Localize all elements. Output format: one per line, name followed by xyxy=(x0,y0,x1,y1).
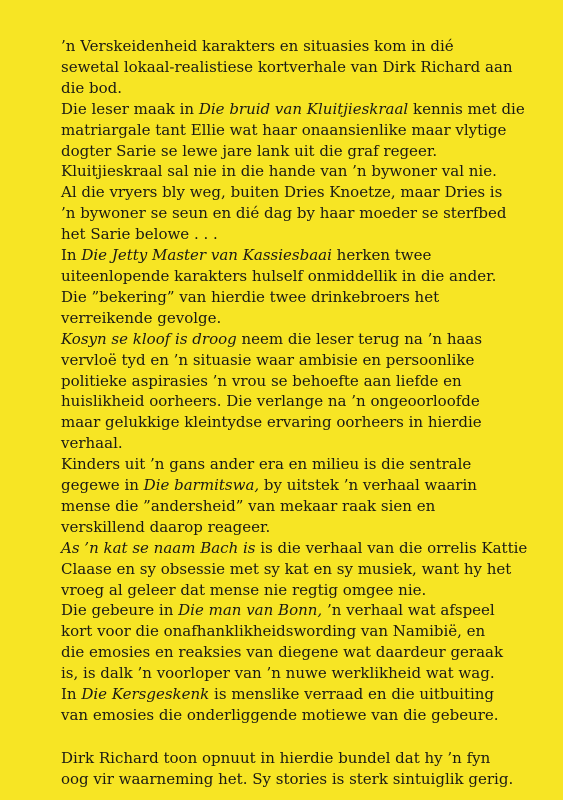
text-line xyxy=(61,36,531,57)
text-line xyxy=(61,391,531,412)
text-run: vervloë tyd en ’n situasie waar ambisie en persoonlike xyxy=(61,350,475,369)
blurb-paragraph xyxy=(61,454,531,538)
text-run: is die verhaal van die orrelis Kattie xyxy=(255,538,528,557)
story-title: Kosyn se kloof is droog xyxy=(61,329,237,348)
blurb-paragraph xyxy=(61,748,531,790)
text-line xyxy=(61,287,531,308)
blurb-paragraph xyxy=(61,538,531,601)
blurb-paragraph xyxy=(61,600,531,684)
text-line xyxy=(61,412,531,433)
text-line xyxy=(61,475,531,496)
text-run: Die gebeure in xyxy=(61,601,179,620)
text-line xyxy=(61,99,531,120)
text-run: van emosies die onderliggende motiewe van die gebeure. xyxy=(61,706,499,724)
text-run: ’n bywoner se seun en dié dag by haar moeder se sterfbed xyxy=(61,204,507,223)
story-title: Die barmitswa, xyxy=(143,476,260,495)
text-run: neem die leser terug na ’n haas xyxy=(236,329,483,348)
text-run: kort voor die onafhanklikheidswording van Namibië, en xyxy=(61,622,486,641)
text-run: Kluitjieskraal sal nie in die hande van ’n bywoner val nie. xyxy=(61,162,497,181)
text-run: huislikheid oorheers. Die verlange na ’n ongeoorloofde xyxy=(61,392,480,411)
text-run: Die leser maak in xyxy=(61,99,199,118)
text-line xyxy=(61,203,531,224)
text-line xyxy=(61,224,531,245)
text-line xyxy=(61,517,531,538)
text-run: het Sarie belowe . . . xyxy=(61,225,218,244)
blurb-paragraph xyxy=(61,99,531,245)
text-line xyxy=(61,663,531,684)
text-run: politieke aspirasies ’n vrou se behoefte aan liefde en xyxy=(61,371,462,390)
blurb-paragraph xyxy=(61,684,531,726)
text-run: In xyxy=(61,685,82,704)
text-run: oog vir waarneming het. Sy stories is sterk sintuiglik gerig. xyxy=(61,769,514,788)
text-run: die bod. xyxy=(61,78,123,97)
text-run: uiteenlopende karakters hulself onmiddellik in die ander. xyxy=(61,266,497,285)
text-line xyxy=(61,705,531,726)
text-line xyxy=(61,371,531,392)
text-line xyxy=(61,78,531,99)
text-run: die emosies en reaksies van diegene wat daardeur geraak xyxy=(61,643,504,662)
text-line xyxy=(61,642,531,663)
text-line xyxy=(61,245,531,266)
text-line xyxy=(61,329,531,350)
blurb-text xyxy=(61,36,531,790)
blurb-paragraph xyxy=(61,245,531,329)
text-run: dogter Sarie se lewe jare lank uit die graf regeer. xyxy=(61,141,438,160)
blurb-paragraph xyxy=(61,329,531,454)
text-line xyxy=(61,266,531,287)
text-line xyxy=(61,621,531,642)
text-run: matriargale tant Ellie wat haar onaansienlike maar vlytige xyxy=(61,120,507,139)
text-line xyxy=(61,538,531,559)
text-run: maar gelukkige kleintydse ervaring oorheers in hierdie xyxy=(61,413,482,432)
text-run: Kinders uit ’n gans ander era en milieu is die sentrale xyxy=(61,455,472,474)
text-line xyxy=(61,748,531,769)
text-line xyxy=(61,350,531,371)
text-line xyxy=(61,433,531,454)
text-line xyxy=(61,308,531,329)
text-run: ’n verhaal wat afspeel xyxy=(322,601,495,620)
text-run: is, is dalk ’n voorloper van ’n nuwe werklikheid wat wag. xyxy=(61,664,495,683)
text-line xyxy=(61,161,531,182)
text-line xyxy=(61,769,531,790)
text-run: Al die vryers bly weg, buiten Dries Knoetze, maar Dries is xyxy=(61,183,503,202)
text-run: verreikende gevolge. xyxy=(61,308,222,327)
story-title: Die bruid van Kluitjieskraal xyxy=(198,99,409,118)
text-run: herken twee xyxy=(331,246,432,265)
text-line xyxy=(61,559,531,580)
text-run: vroeg al geleer dat mense nie regtig omgee nie. xyxy=(61,580,427,599)
text-run: is menslike verraad en die uitbuiting xyxy=(209,685,495,704)
story-title: Die Kersgeskenk xyxy=(81,685,210,704)
story-title: As ’n kat se naam Bach is xyxy=(61,538,256,557)
text-run: verhaal. xyxy=(61,434,123,453)
text-line xyxy=(61,57,531,78)
text-run: Claase en sy obsessie met sy kat en sy musiek, want hy het xyxy=(61,559,512,578)
text-run: In xyxy=(61,246,82,265)
text-run: ’n Verskeidenheid karakters en situasies kom in dié xyxy=(61,37,454,55)
text-line xyxy=(61,120,531,141)
text-line xyxy=(61,496,531,517)
blurb-paragraph xyxy=(61,36,531,99)
text-line xyxy=(61,684,531,705)
text-run: kennis met die xyxy=(408,99,525,118)
text-run: Die ”bekering” van hierdie twee drinkebroers het xyxy=(61,287,440,306)
paragraph-gap xyxy=(61,726,531,748)
text-line xyxy=(61,600,531,621)
text-run: Dirk Richard toon opnuut in hierdie bundel dat hy ’n fyn xyxy=(61,748,491,767)
story-title: Die man van Bonn, xyxy=(178,601,323,620)
text-line xyxy=(61,182,531,203)
text-run: by uitstek ’n verhaal waarin xyxy=(259,476,477,495)
text-run: gegewe in xyxy=(61,476,144,495)
text-run: verskillend daarop reageer. xyxy=(61,517,271,536)
text-run: sewetal lokaal-realistiese kortverhale van Dirk Richard aan xyxy=(61,57,513,76)
text-line xyxy=(61,141,531,162)
text-line xyxy=(61,580,531,601)
text-run: mense die ”andersheid” van mekaar raak sien en xyxy=(61,496,436,515)
text-line xyxy=(61,454,531,475)
story-title: Die Jetty Master van Kassiesbaai xyxy=(81,246,332,265)
